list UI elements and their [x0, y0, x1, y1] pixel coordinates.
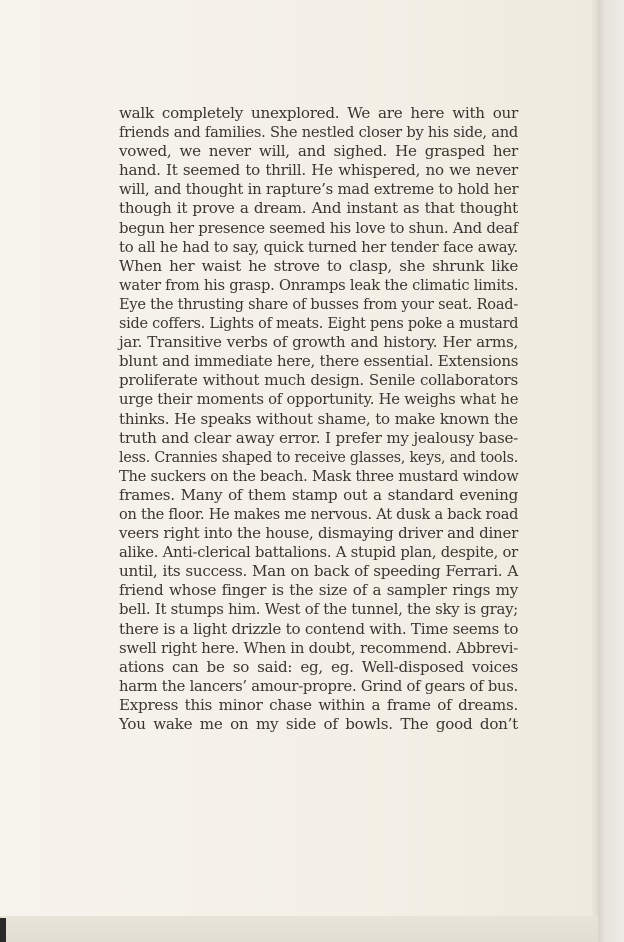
text-line: ations can be so said: eg, eg. Well-disposed voices — [119, 657, 518, 676]
text-line: on the floor. He makes me nervous. At dusk a back road — [119, 504, 519, 523]
text-line: The suckers on the beach. Mask three mustard window — [119, 466, 519, 485]
text-line: harm the lancers’ amour-propre. Grind of gears of bus. — [119, 676, 518, 695]
text-line: will, and thought in rapture’s mad extreme to hold her — [119, 180, 519, 199]
text-line: side coffers. Lights of meats. Eight pens poke a mustard — [119, 314, 519, 333]
text-line: truth and clear away error. I prefer my jealousy base- — [119, 428, 518, 447]
text-line: less. Crannies shaped to receive glasses, keys, and tools. — [119, 447, 518, 466]
text-line: You wake me on my side of bowls. The good don’t — [119, 715, 518, 733]
text-line: begun her presence seemed his love to shun. And deaf — [119, 218, 518, 237]
page-corner-mark — [0, 918, 6, 942]
text-line: Eye the thrusting share of busses from your seat. Road- — [119, 294, 518, 313]
page-edge — [598, 0, 624, 942]
text-line: friend whose finger is the size of a sampler rings my — [119, 581, 518, 600]
text-line: alike. Anti-clerical battalions. A stupid plan, despite, or — [119, 543, 518, 562]
text-line: urge their moments of opportunity. He weighs what he — [119, 390, 519, 409]
text-line: Express this minor chase within a frame of dreams. — [119, 695, 518, 714]
text-line: water from his grasp. Onramps leak the climatic limits. — [119, 275, 519, 294]
text-line: though it prove a dream. And instant as that thought — [119, 199, 518, 218]
page-bottom-edge — [0, 916, 598, 942]
text-line: until, its success. Man on back of speeding Ferrari. A — [119, 562, 518, 581]
body-text — [119, 104, 518, 734]
text-line: jar. Transitive verbs of growth and history. Her arms, — [119, 333, 518, 352]
text-line: When her waist he strove to clasp, she shrunk like — [119, 256, 518, 275]
text-line: friends and families. She nestled closer by his side, and — [119, 123, 518, 142]
text-line: to all he had to say, quick turned her tender face away. — [119, 237, 518, 256]
text-line: there is a light drizzle to contend with. Time seems to — [119, 619, 519, 638]
text-line: hand. It seemed to thrill. He whispered, no we never — [119, 161, 518, 180]
text-line: thinks. He speaks without shame, to make known the — [119, 409, 518, 428]
text-line: swell right here. When in doubt, recommend. Abbrevi- — [119, 638, 518, 657]
text-line: proliferate without much design. Senile collaborators — [119, 371, 518, 390]
text-line: frames. Many of them stamp out a standard evening — [119, 485, 518, 504]
text-line: walk completely unexplored. We are here with our — [119, 104, 518, 122]
text-line: bell. It stumps him. West of the tunnel, the sky is gray; — [119, 600, 518, 619]
text-line: veers right into the house, dismaying driver and diner — [119, 524, 518, 543]
text-line: vowed, we never will, and sighed. He grasped her — [119, 142, 518, 161]
text-line: blunt and immediate here, there essential. Extensions — [119, 352, 519, 371]
